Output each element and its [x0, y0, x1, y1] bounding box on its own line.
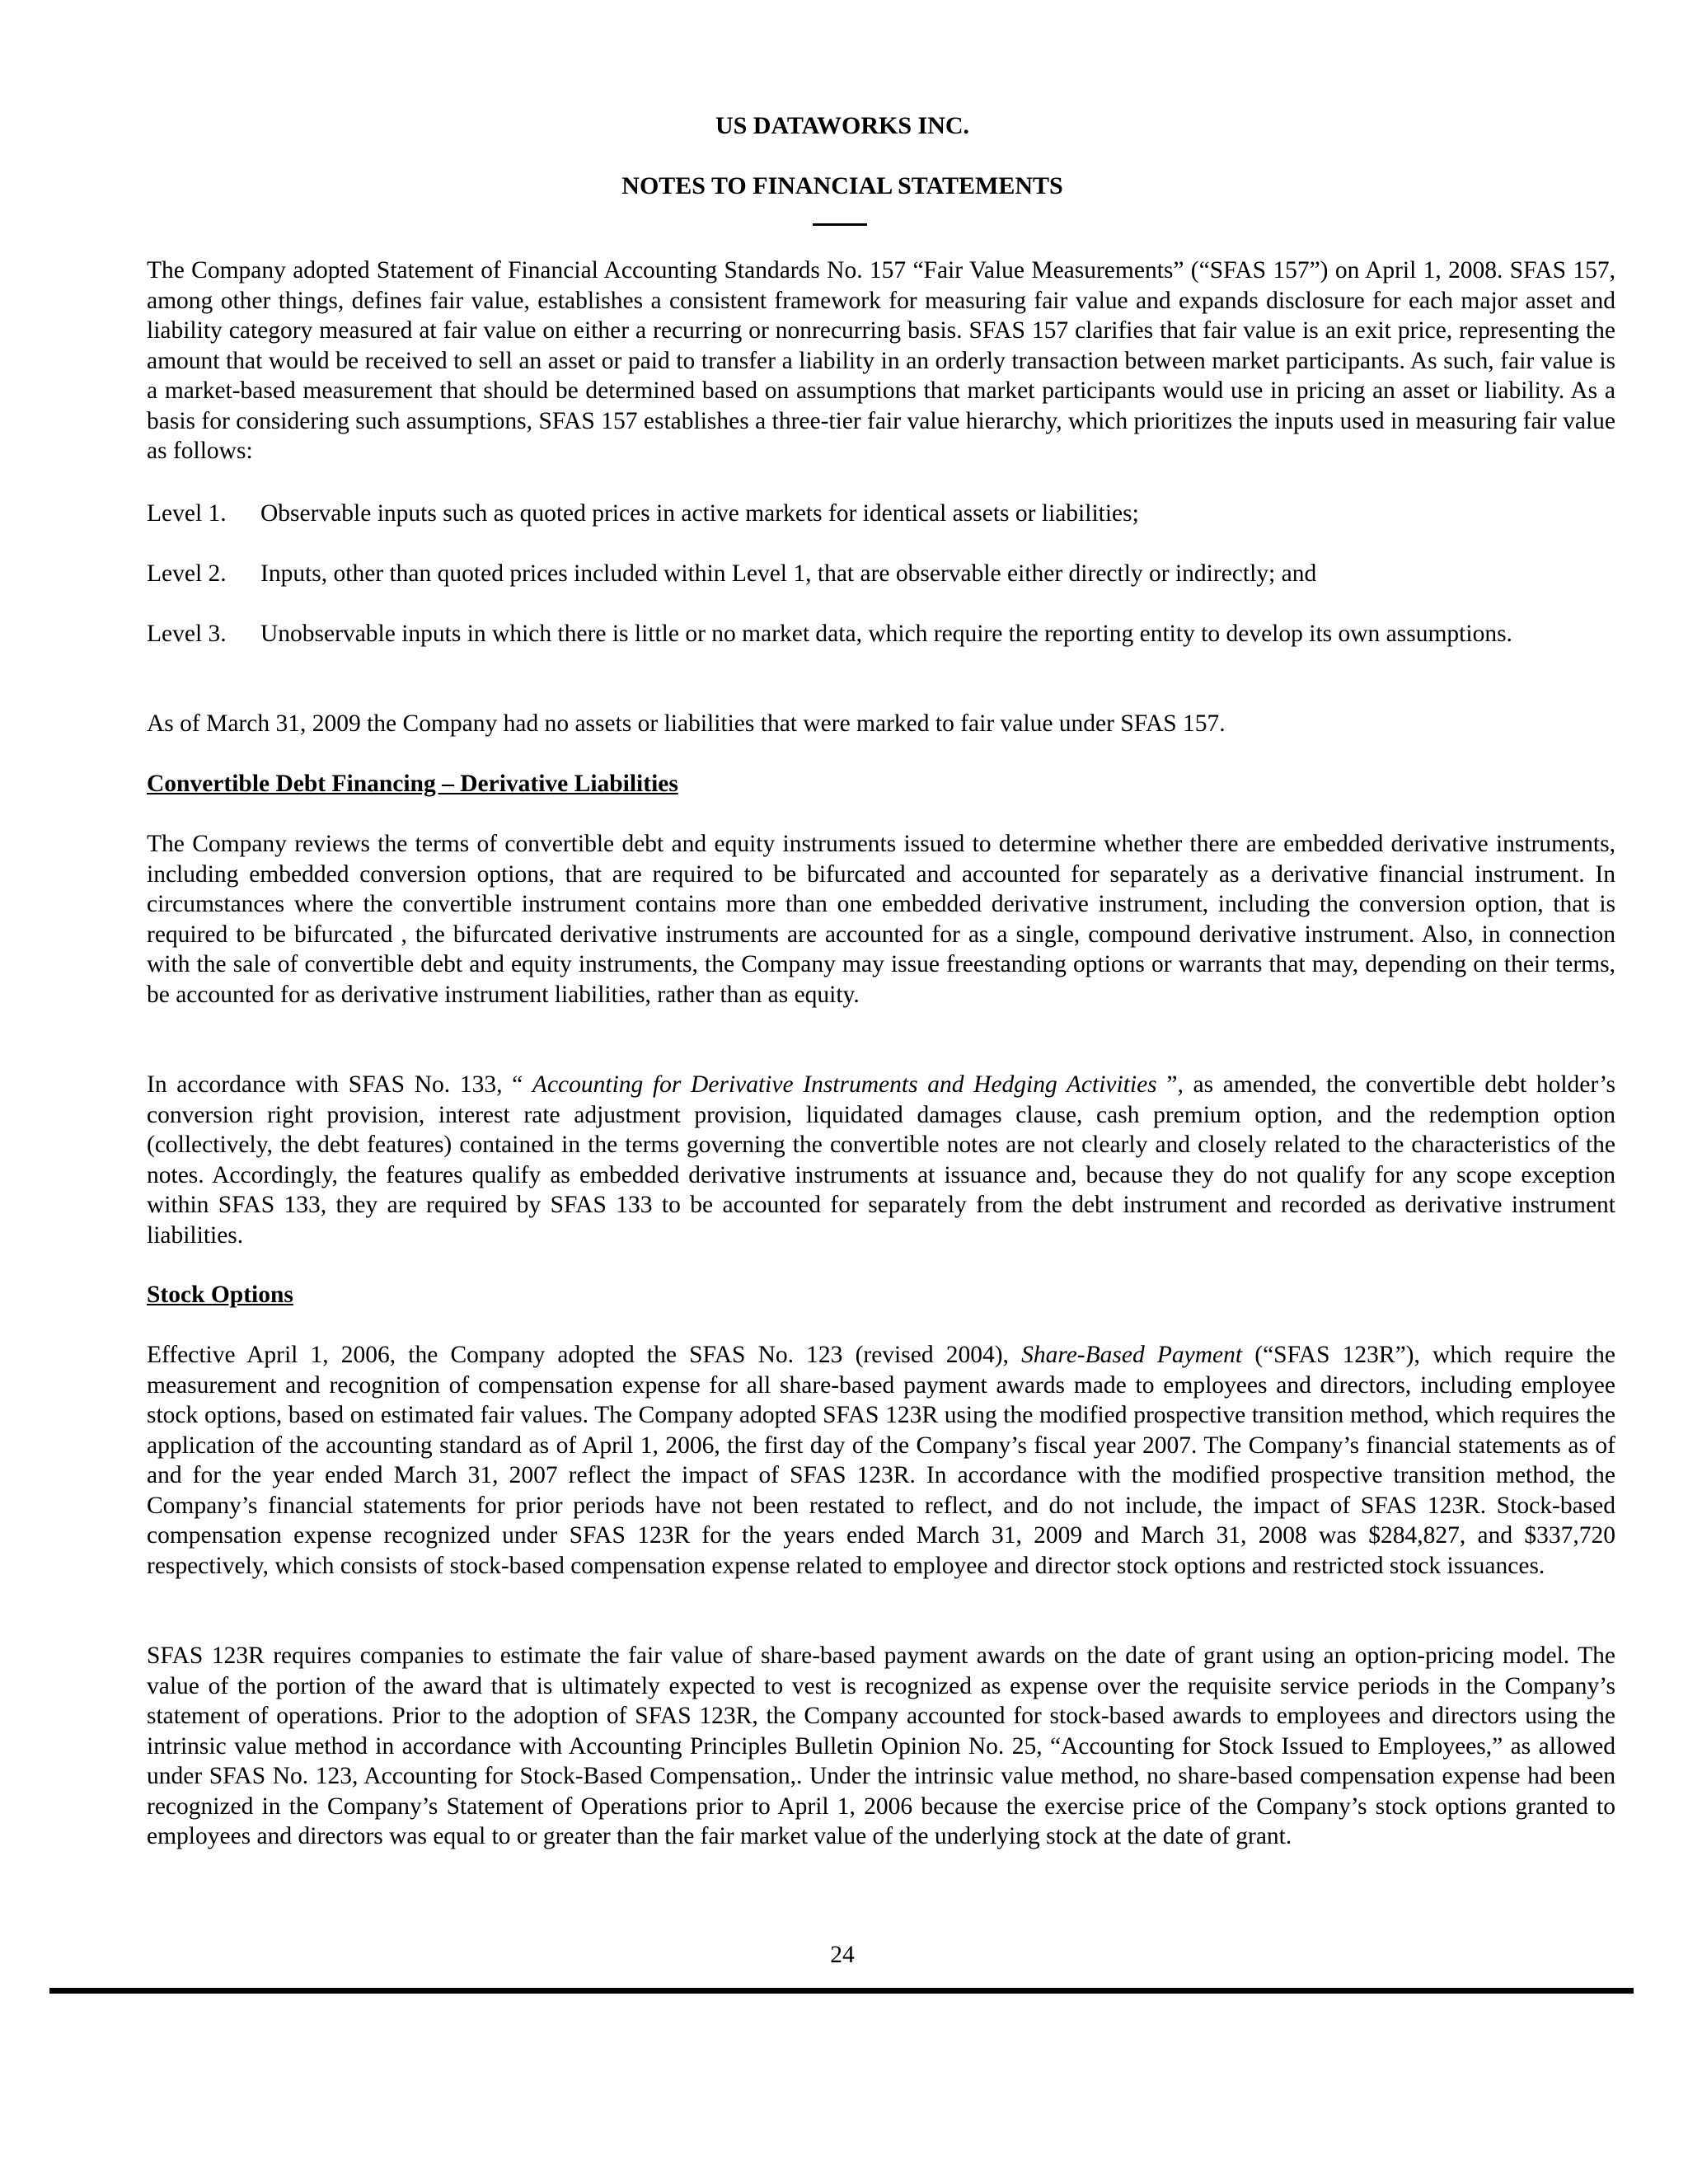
level-3-label: Level 3. [147, 621, 227, 647]
convertible-debt-heading: Convertible Debt Financing – Derivative Liabilities [147, 771, 678, 797]
convertible-para2-lead: In accordance with SFAS No. 133, “ [147, 1071, 532, 1098]
title-underline [813, 223, 867, 226]
level-1-item [147, 499, 1564, 529]
convertible-para2-rest: ”, as amended, the convertible debt holder’s conversion right provision, interest rate adjustment provision, liquidated damages clause, cash premium option, and the redemption option (collectively, the debt features) contained in the terms governing the convertible notes are not clearly and closely related to the characteristics of the notes. Accordingly, the features qualify as embedded derivative instruments at issuance and, because they do not qualify for any scope exception within SFAS 133, they are required by SFAS 133 to be accounted for separately from the debt instrument and recorded as derivative instrument liabilities. [147, 1071, 1615, 1249]
level-1-label: Level 1. [147, 500, 227, 527]
convertible-debt-paragraph-1: The Company reviews the terms of convertible debt and equity instruments issued to determine whether there are embedded derivative instruments, including embedded conversion options, that are required to be bifurcated and accounted for separately as a derivative financial instrument. In circumstances where the convertible instrument contains more than one embedded derivative instrument, including the conversion option, that is required to be bifurcated , the bifurcated derivative instruments are accounted for as a single, compound derivative instrument. Also, in connection with the sale of convertible debt and equity instruments, the Company may issue freestanding options or warrants that may, depending on their terms, be accounted for as derivative instrument liabilities, rather than as equity. [147, 831, 1615, 1008]
page-number: 24 [830, 1942, 855, 1968]
stock-para1-rest: (“SFAS 123R”), which require the measurement and recognition of compensation expense for all share-based payment awards made to employees and directors, including employee stock options, based on estimated fair values. The Company adopted SFAS 123R using the modified prospective transition method, which requires the application of the accounting standard as of April 1, 2006, the first day of the Company’s fiscal year 2007. The Company’s financial statements as of and for the year ended March 31, 2007 reflect the impact of SFAS 123R. In accordance with the modified prospective transition method, the Company’s financial statements for prior periods have not been restated to reflect, and do not include, the impact of SFAS 123R. Stock-based compensation expense recognized under SFAS 123R for the years ended March 31, 2009 and March 31, 2008 was $284,827, and $337,720 respectively, which consists of stock-based compensation expense related to employee and director stock options and restricted stock issuances. [147, 1342, 1615, 1579]
level-1-text: Observable inputs such as quoted prices in active markets for identical assets or liabilities; [260, 500, 1139, 527]
level-3-item [147, 619, 1564, 649]
level-2-label: Level 2. [147, 560, 227, 587]
convertible-debt-paragraph-2 [147, 1070, 1615, 1250]
stock-options-heading: Stock Options [147, 1282, 293, 1308]
level-2-item [147, 559, 1564, 589]
fair-value-intro-paragraph: The Company adopted Statement of Financial Accounting Standards No. 157 “Fair Value Measurements” (“SFAS 157”) on April 1, 2008. SFAS 157, among other things, defines fair value, establishes a consistent framework for measuring fair value and expands disclosure for each major asset and liability category measured at fair value on either a recurring or nonrecurring basis. SFAS 157 clarifies that fair value is an exit price, representing the amount that would be received to sell an asset or paid to transfer a liability in an orderly transaction between market participants. As such, fair value is a market-based measurement that should be determined based on assumptions that market participants would use in pricing an asset or liability. As a basis for considering such assumptions, SFAS 157 establishes a three-tier fair value hierarchy, which prioritizes the inputs used in measuring fair value as follows: [147, 257, 1615, 464]
level-2-text: Inputs, other than quoted prices included within Level 1, that are observable either directly or indirectly; and [260, 560, 1317, 587]
convertible-para2-standard-title: Accounting for Derivative Instruments and Hedging Activities [532, 1071, 1157, 1098]
stock-options-paragraph-2: SFAS 123R requires companies to estimate the fair value of share-based payment awards on the date of grant using an option-pricing model. The value of the portion of the award that is ultimately expected to vest is recognized as expense over the requisite service periods in the Company’s statement of operations. Prior to the adoption of SFAS 123R, the Company accounted for stock-based awards to employees and directors using the intrinsic value method in accordance with Accounting Principles Bulletin Opinion No. 25, “Accounting for Stock Issued to Employees,” as allowed under SFAS No. 123, Accounting for Stock-Based Compensation,. Under the intrinsic value method, no share-based compensation expense had been recognized in the Company’s Statement of Operations prior to April 1, 2006 because the exercise price of the Company’s stock options granted to employees and directors was equal to or greater than the fair market value of the underlying stock at the date of grant. [147, 1643, 1615, 1849]
company-name: US DATAWORKS INC. [715, 112, 970, 139]
level-3-text: Unobservable inputs in which there is little or no market data, which require the reporting entity to develop its own assumptions. [260, 621, 1512, 647]
stock-options-paragraph-1 [147, 1340, 1615, 1581]
page-title: NOTES TO FINANCIAL STATEMENTS [621, 172, 1063, 199]
stock-para1-lead: Effective April 1, 2006, the Company adopted the SFAS No. 123 (revised 2004), [147, 1342, 1022, 1368]
fair-value-conclusion-paragraph: As of March 31, 2009 the Company had no assets or liabilities that were marked to fair value under SFAS 157. [147, 710, 1226, 737]
stock-para1-standard-title: Share-Based Payment [1021, 1342, 1243, 1368]
footer-rule [49, 1988, 1634, 1994]
